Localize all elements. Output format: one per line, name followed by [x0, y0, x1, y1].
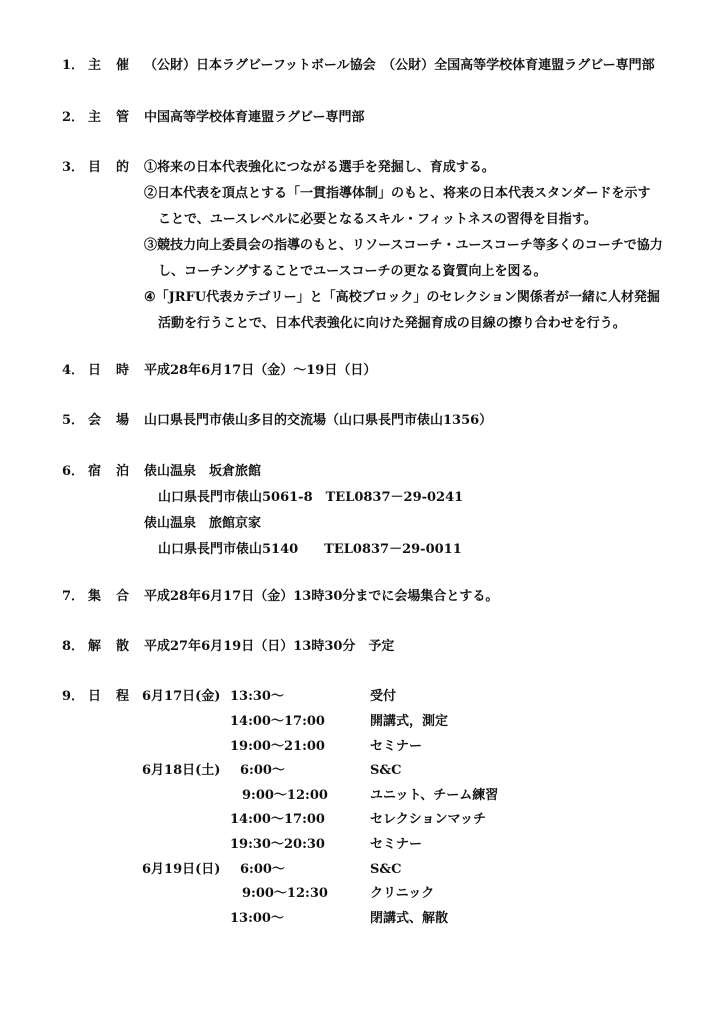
- lodging-name: 俵山温泉 坂倉旅館: [144, 464, 262, 479]
- section-number: 5．: [62, 413, 85, 428]
- schedule-time: 9:00～12:00: [242, 788, 328, 803]
- purpose-line: ことで、ユースレベルに必要となるスキル・フィットネスの習得を目指す。: [158, 212, 597, 227]
- section-label-a: 集: [88, 589, 102, 604]
- section-label-a: 会: [88, 413, 102, 428]
- section-label-a: 目: [88, 160, 102, 175]
- schedule-date: 6月19日(日): [142, 862, 221, 877]
- section-number: 7．: [62, 589, 85, 604]
- organizer-text: （公財）日本ラグビーフットボール協会 （公財）全国高等学校体育連盟ラグビー専門部: [144, 58, 655, 73]
- schedule-event: セレクションマッチ: [370, 812, 486, 827]
- section-label-b: 催: [116, 58, 130, 73]
- schedule-time: 6:00～: [240, 763, 285, 778]
- venue-text: 山口県長門市俵山多目的交流場（山口県長門市俵山1356）: [144, 413, 493, 428]
- schedule-event: クリニック: [370, 886, 435, 901]
- schedule-time: 14:00～17:00: [230, 714, 325, 729]
- purpose-line: ④「JRFU代表カテゴリー」と「高校ブロック」のセレクション関係者が一緒に人材発掘: [144, 290, 660, 305]
- date-text: 平成28年6月17日（金）～19日（日）: [144, 363, 377, 378]
- purpose-line: ②日本代表を頂点とする「一貫指導体制」のもと、将来の日本代表スタンダードを示す: [144, 186, 651, 201]
- section-label-a: 宿: [88, 464, 102, 479]
- schedule-event: セミナー: [370, 837, 423, 852]
- section-number: 3．: [62, 160, 85, 175]
- section-number: 1．: [62, 58, 85, 73]
- section-label-b: 時: [116, 363, 130, 378]
- section-label-a: 主: [88, 110, 102, 125]
- section-label-b: 管: [116, 110, 130, 125]
- section-label-b: 場: [116, 413, 130, 428]
- section-number: 6．: [62, 464, 85, 479]
- schedule-event: S&C: [370, 763, 402, 778]
- schedule-time: 9:00～12:30: [242, 886, 328, 901]
- assembly-text: 平成28年6月17日（金）13時30分までに会場集合とする。: [144, 589, 499, 604]
- section-label-b: 散: [116, 639, 130, 654]
- schedule-date: 6月18日(土): [142, 763, 221, 778]
- lodging-name: 俵山温泉 旅館京家: [144, 516, 262, 531]
- lodging-address: 山口県長門市俵山5061-8 TEL0837－29-0241: [158, 490, 464, 505]
- section-label-a: 解: [88, 639, 102, 654]
- schedule-event: セミナー: [370, 739, 423, 754]
- schedule-time: 14:00～17:00: [230, 812, 325, 827]
- purpose-line: ③競技力向上委員会の指導のもと、リソースコーチ・ユースコーチ等多くのコーチで協力: [144, 238, 663, 253]
- schedule-event: ユニット、チーム練習: [370, 788, 499, 803]
- schedule-event: 閉講式、解散: [370, 911, 449, 926]
- schedule-time: 6:00～: [240, 862, 285, 877]
- schedule-time: 19:30～20:30: [230, 837, 325, 852]
- section-label-b: 程: [116, 689, 130, 704]
- section-number: 2．: [62, 110, 85, 125]
- section-label-a: 日: [88, 689, 102, 704]
- schedule-date: 6月17日(金): [142, 689, 221, 704]
- schedule-event: S&C: [370, 862, 402, 877]
- dismissal-text: 平成27年6月19日（日）13時30分 予定: [144, 639, 395, 654]
- section-label-b: 合: [116, 589, 130, 604]
- schedule-time: 13:30～: [230, 689, 284, 704]
- section-number: 4．: [62, 363, 85, 378]
- manager-text: 中国高等学校体育連盟ラグビー専門部: [144, 110, 365, 125]
- lodging-address: 山口県長門市俵山5140 TEL0837－29-0011: [158, 542, 462, 557]
- schedule-event: 受付: [370, 689, 397, 704]
- section-label-a: 主: [88, 58, 102, 73]
- section-label-a: 日: [88, 363, 102, 378]
- section-number: 8．: [62, 639, 85, 654]
- purpose-line: ①将来の日本代表強化につながる選手を発掘し、育成する。: [144, 160, 495, 175]
- section-label-b: 泊: [116, 464, 130, 479]
- schedule-event: 開講式，測定: [370, 714, 449, 729]
- purpose-line: 活動を行うことで、日本代表強化に向けた発掘育成の目線の擦り合わせを行う。: [158, 316, 626, 331]
- section-number: 9．: [62, 689, 85, 704]
- purpose-line: し、コーチングすることでユースコーチの更なる資質向上を図る。: [158, 264, 547, 279]
- section-label-b: 的: [116, 160, 130, 175]
- schedule-time: 13:00～: [230, 911, 284, 926]
- schedule-time: 19:00～21:00: [230, 739, 325, 754]
